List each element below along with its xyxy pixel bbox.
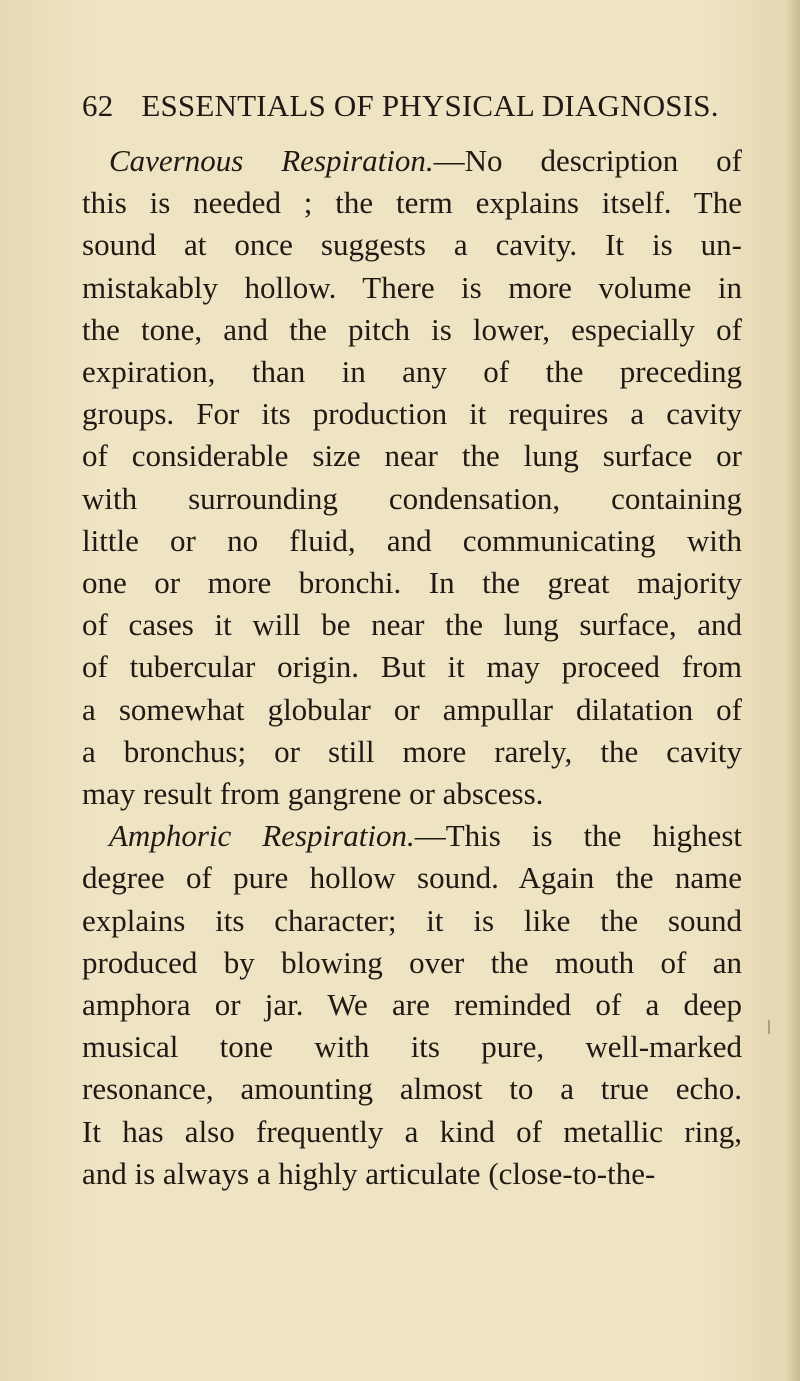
running-header — [82, 88, 722, 124]
paragraph-line: this is needed ; the term explains itself. The — [82, 185, 742, 221]
paragraph-line: a bronchus; or still more rarely, the cavity — [82, 733, 742, 769]
paragraph-line: It has also frequently a kind of metallic ring, — [82, 1113, 742, 1149]
paragraph-line: explains its character; it is like the sound — [82, 902, 742, 938]
paragraph-heading: Cavernous Respiration. — [109, 143, 434, 178]
paragraph-line: sound at once suggests a cavity. It is un- — [82, 227, 742, 263]
paragraph-line: a somewhat globular or ampullar dilatation of — [82, 691, 742, 727]
paragraph-line: of cases it will be near the lung surface, and — [82, 607, 742, 643]
body-text — [82, 140, 742, 1195]
paragraph-line: with surrounding condensation, containing — [82, 480, 742, 516]
paper-speck — [768, 1020, 770, 1034]
running-title: ESSENTIALS OF PHYSICAL DIAGNOSIS. — [141, 88, 719, 123]
paragraph-line: mistakably hollow. There is more volume in — [82, 269, 742, 305]
paragraph-line: Amphoric Respiration.—This is the highest — [109, 818, 742, 854]
paragraph-line: amphora or jar. We are reminded of a deep — [82, 987, 742, 1023]
paragraph-line: Cavernous Respiration.—No description of — [109, 143, 742, 178]
paragraph-line: resonance, amounting almost to a true echo. — [82, 1071, 742, 1107]
paragraph-line: groups. For its production it requires a cavity — [82, 396, 742, 432]
paragraph-line: musical tone with its pure, well-marked — [82, 1029, 742, 1065]
paragraph-line: little or no fluid, and communicating with — [82, 522, 742, 558]
paragraph-line: may result from gangrene or abscess. — [82, 776, 544, 812]
paragraph-line: the tone, and the pitch is lower, especially of — [82, 311, 742, 347]
paragraph-line: and is always a highly articulate (close-to-the- — [82, 1155, 656, 1191]
page-edge-shadow — [786, 0, 800, 1381]
paragraph-line: produced by blowing over the mouth of an — [82, 944, 742, 980]
paragraph-line: expiration, than in any of the preceding — [82, 354, 742, 390]
paragraph-line: of considerable size near the lung surface or — [82, 438, 742, 474]
page-number: 62 — [82, 88, 114, 123]
paragraph-heading: Amphoric Respiration. — [109, 818, 415, 854]
paragraph-line: one or more bronchi. In the great majority — [82, 565, 742, 601]
paragraph-line: degree of pure hollow sound. Again the name — [82, 860, 742, 896]
paragraph-line: of tubercular origin. But it may proceed from — [82, 649, 742, 685]
